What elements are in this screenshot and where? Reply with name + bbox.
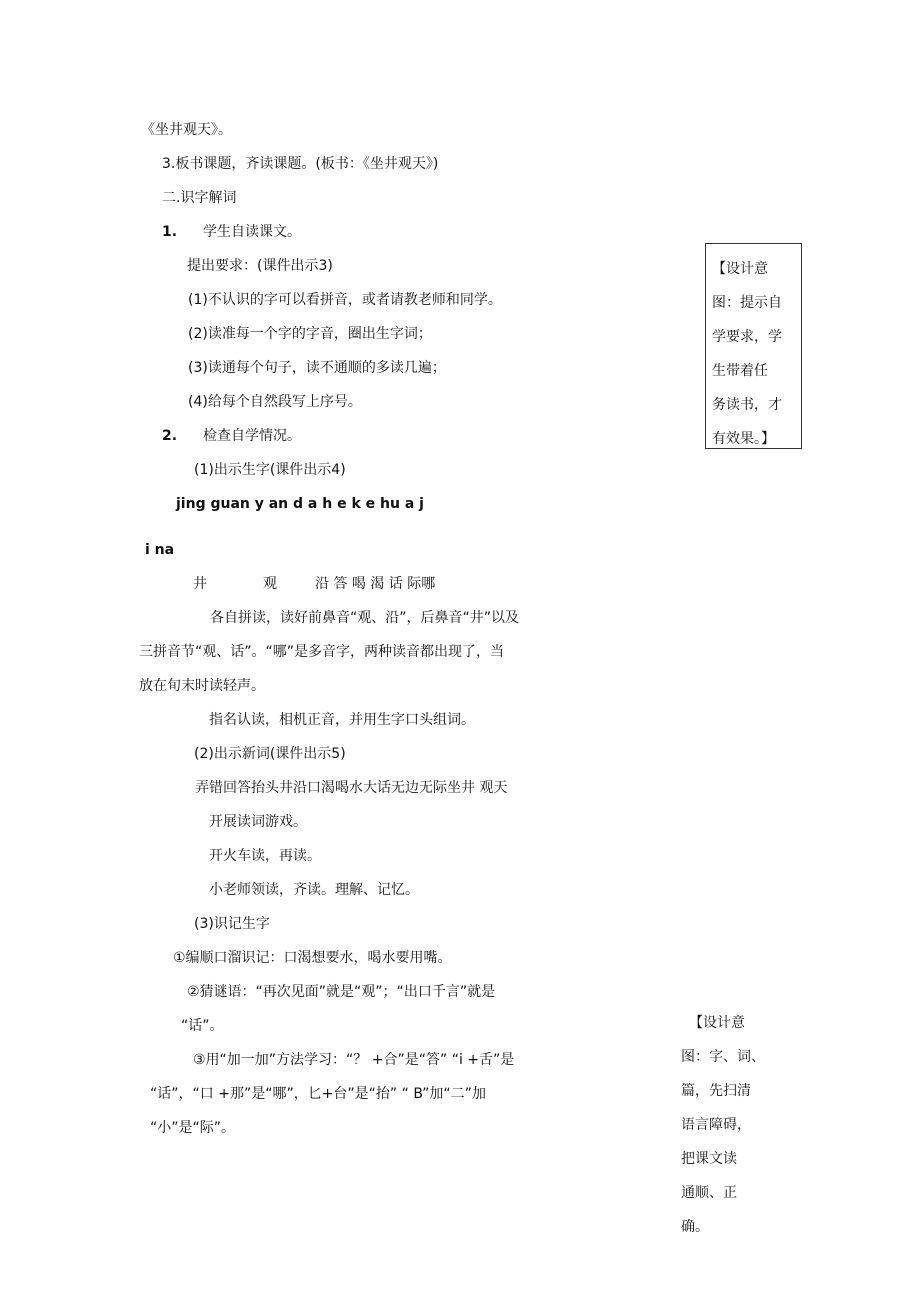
section-heading: 二.识字解词 [162, 190, 237, 206]
text-line: (3)读通每个句子，读不通顺的多读几遍； [188, 360, 446, 376]
text-line: (3)识记生字 [194, 916, 270, 932]
text-line: ②猜谜语：“再次见面”就是“观”；“出口千言”就是 [187, 984, 496, 1000]
text-line: 小老师领读，齐读。理解、记忆。 [209, 882, 419, 898]
note-line: 务读书，才 [712, 397, 782, 413]
note-line: 生带着任 [712, 363, 768, 379]
text-line: (4)给每个自然段写上序号。 [188, 394, 362, 410]
text-line: “话”。 [181, 1018, 224, 1034]
character-line: 观 [263, 576, 277, 592]
character-line: 井 [193, 576, 207, 592]
text-line: ③用“加一加”方法学习：“？ +合”是“答” “i +舌”是 [193, 1052, 515, 1068]
text-line: ①编顺口溜识记：口渴想要水，喝水要用嘴。 [173, 950, 452, 966]
text-line: “话”，“口 +那”是“哪”，匕+台”是“抬” “ B”加“二”加 [150, 1086, 486, 1102]
design-note-box [705, 243, 802, 449]
text-line: 放在旬末时读轻声。 [139, 678, 265, 694]
note-line: 【设计意 [689, 1015, 745, 1031]
note-line: 语言障碍， [681, 1117, 751, 1133]
pinyin-line: jing guan y an d a h e k e hu a j [176, 496, 424, 512]
text-line: 提出要求：(课件出示3) [187, 258, 333, 274]
list-number: 1. [162, 224, 178, 240]
text-line: 检查自学情况。 [203, 428, 301, 444]
note-line: 学要求，学 [712, 329, 782, 345]
text-line: “小”是“际”。 [150, 1120, 236, 1136]
note-line: 有效果。】 [712, 431, 775, 447]
text-line: (2)读准每一个字的字音，圈出生字词； [188, 326, 432, 342]
text-line: 三拼音节“观、话”。“哪”是多音字，两种读音都出现了，当 [139, 644, 505, 660]
pinyin-line: i na [145, 542, 175, 558]
text-line: (1)不认识的字可以看拼音，或者请教老师和同学。 [188, 292, 502, 308]
text-line: 指名认读，相机正音，并用生字口头组词。 [209, 712, 475, 728]
text-line: 开火车读，再读。 [209, 848, 321, 864]
text-line: 《坐井观天》。 [141, 122, 232, 138]
text-line: 开展读词游戏。 [209, 814, 307, 830]
note-line: 确。 [681, 1219, 709, 1235]
text-line: 各自拼读，读好前鼻音“观、沿”，后鼻音“井”以及 [210, 610, 520, 626]
note-line: 通顺、正 [681, 1185, 737, 1201]
text-line: (1)出示生字(课件出示4) [194, 462, 346, 478]
text-line: 学生自读课文。 [203, 224, 301, 240]
note-line: 图：字、词、 [681, 1049, 765, 1065]
text-line: (2)出示新词(课件出示5) [194, 746, 346, 762]
note-line: 把课文读 [681, 1151, 737, 1167]
note-line: 【设计意 [712, 261, 768, 277]
note-line: 图：提示自 [712, 295, 782, 311]
text-line: 3.板书课题，齐读课题。(板书：《坐井观天》) [162, 156, 439, 172]
text-line: 弄错回答抬头井沿口渴喝水大话无边无际坐井 观天 [195, 780, 508, 796]
note-line: 篇，先扫清 [681, 1083, 751, 1099]
character-line: 沿 答 喝 渴 话 际哪 [315, 576, 436, 592]
list-number: 2. [162, 428, 178, 444]
design-note [681, 1006, 791, 1244]
